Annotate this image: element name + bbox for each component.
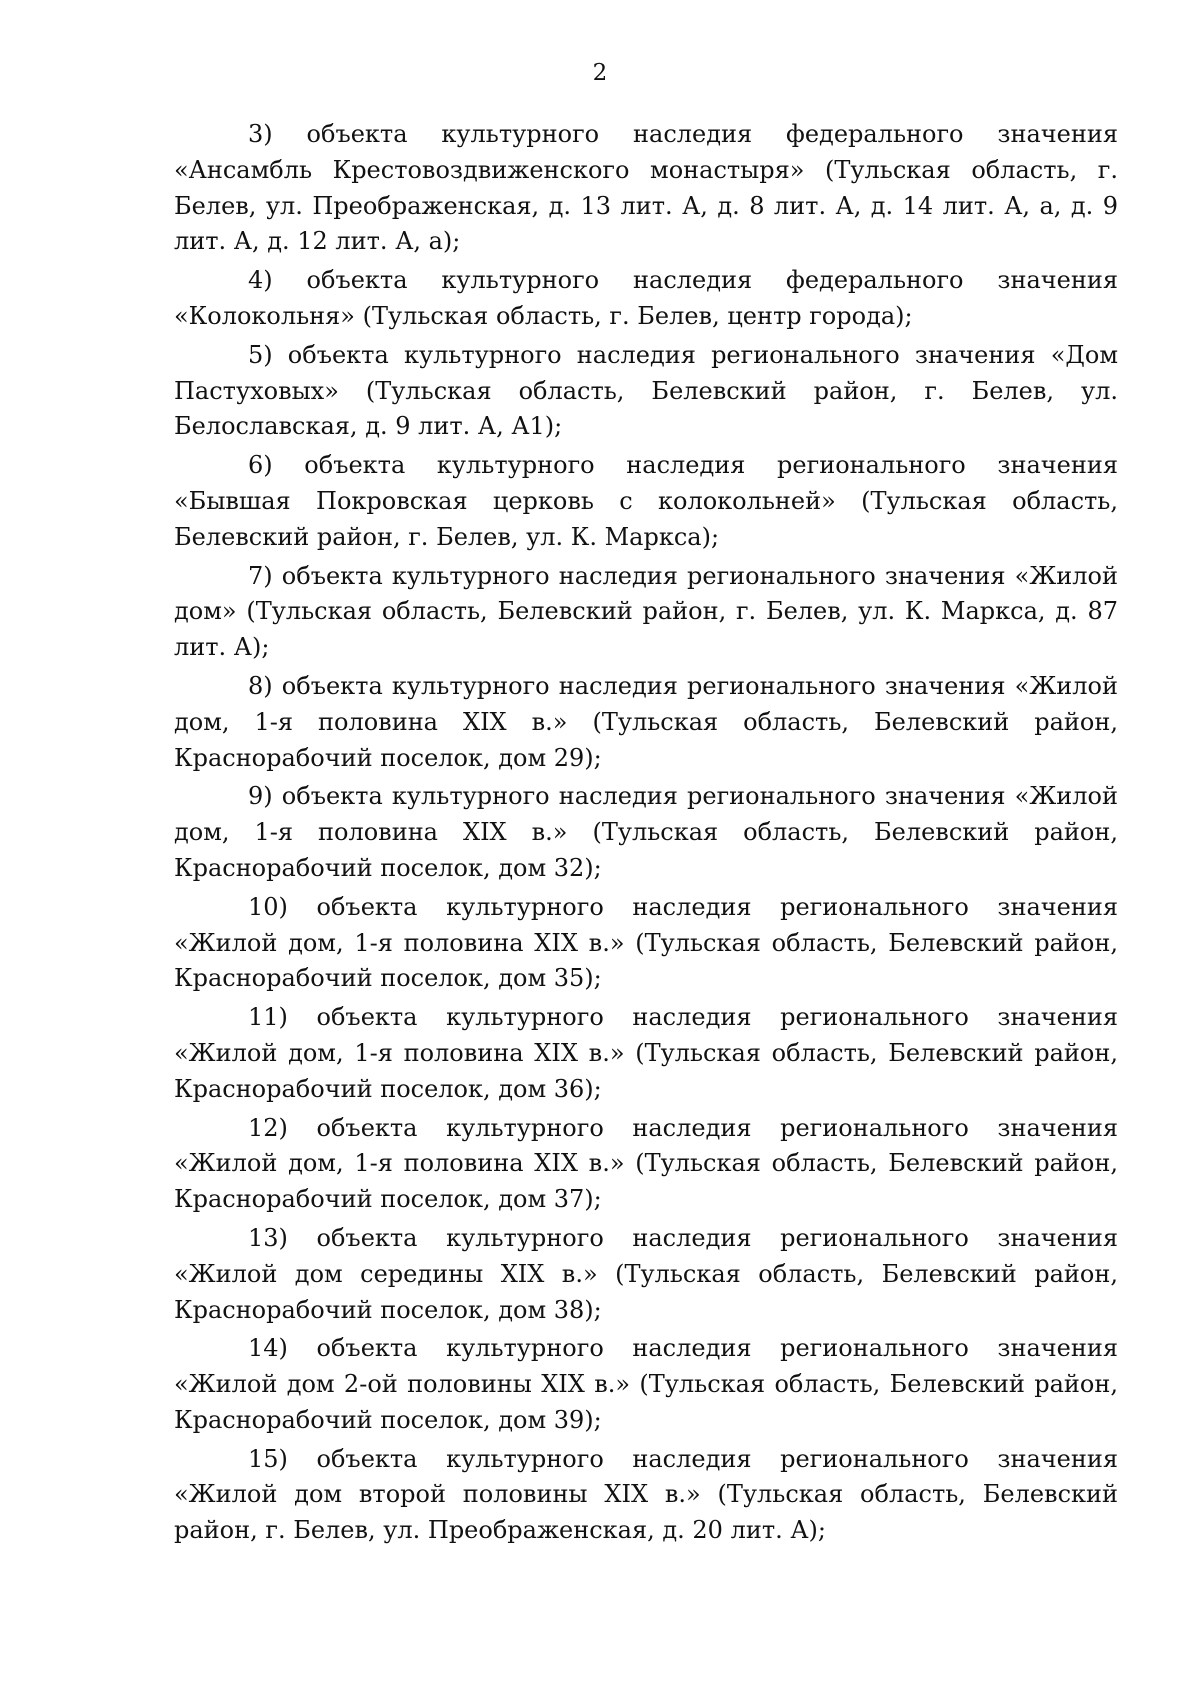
page-number: 2	[592, 60, 608, 86]
list-item: 8) объекта культурного наследия регионального значения «Жилой дом, 1-я половина XIX в.» (Тульская область, Белевский район, Краснорабочий поселок, дом 29);	[174, 671, 1118, 772]
list-item: 5) объекта культурного наследия регионального значения «Дом Пастуховых» (Тульская область, Белевский район, г. Белев, ул. Белославская, д. 9 лит. А, А1);	[174, 340, 1118, 441]
list-item: 12) объекта культурного наследия регионального значения «Жилой дом, 1-я половина XIX в.» (Тульская область, Белевский район, Краснорабочий поселок, дом 37);	[174, 1113, 1118, 1214]
list-item: 14) объекта культурного наследия регионального значения «Жилой дом 2-ой половины XIX в.» (Тульская область, Белевский район, Краснорабочий поселок, дом 39);	[174, 1334, 1118, 1434]
list-item: 10) объекта культурного наследия регионального значения «Жилой дом, 1-я половина XIX в.» (Тульская область, Белевский район, Краснорабочий поселок, дом 35);	[174, 892, 1118, 993]
document-body	[174, 117, 1118, 1552]
list-item: 4) объекта культурного наследия федерального значения «Колокольня» (Тульская область, г. Белев, центр города);	[174, 266, 1118, 330]
list-item: 3) объекта культурного наследия федерального значения «Ансамбль Крестовоздвиженского монастыря» (Тульская область, г. Белев, ул. Преображенская, д. 13 лит. А, д. 8 лит. А, д. 14 лит. А, а, д. 9 лит. А, д. 12 лит. А, а);	[174, 120, 1118, 256]
list-item: 15) объекта культурного наследия регионального значения «Жилой дом второй половины XIX в.» (Тульская область, Белевский район, г. Белев, ул. Преображенская, д. 20 лит. А);	[174, 1444, 1118, 1545]
list-item: 9) объекта культурного наследия регионального значения «Жилой дом, 1-я половина XIX в.» (Тульская область, Белевский район, Краснорабочий поселок, дом 32);	[174, 782, 1118, 882]
list-item: 7) объекта культурного наследия регионального значения «Жилой дом» (Тульская область, Белевский район, г. Белев, ул. К. Маркса, д. 87 лит. А);	[174, 561, 1118, 662]
list-item: 6) объекта культурного наследия регионального значения «Бывшая Покровская церковь с колокольней» (Тульская область, Белевский район, г. Белев, ул. К. Маркса);	[174, 451, 1118, 551]
list-item: 11) объекта культурного наследия регионального значения «Жилой дом, 1-я половина XIX в.» (Тульская область, Белевский район, Краснорабочий поселок, дом 36);	[174, 1003, 1118, 1103]
list-item: 13) объекта культурного наследия регионального значения «Жилой дом середины XIX в.» (Тульская область, Белевский район, Краснорабочий поселок, дом 38);	[174, 1223, 1118, 1324]
